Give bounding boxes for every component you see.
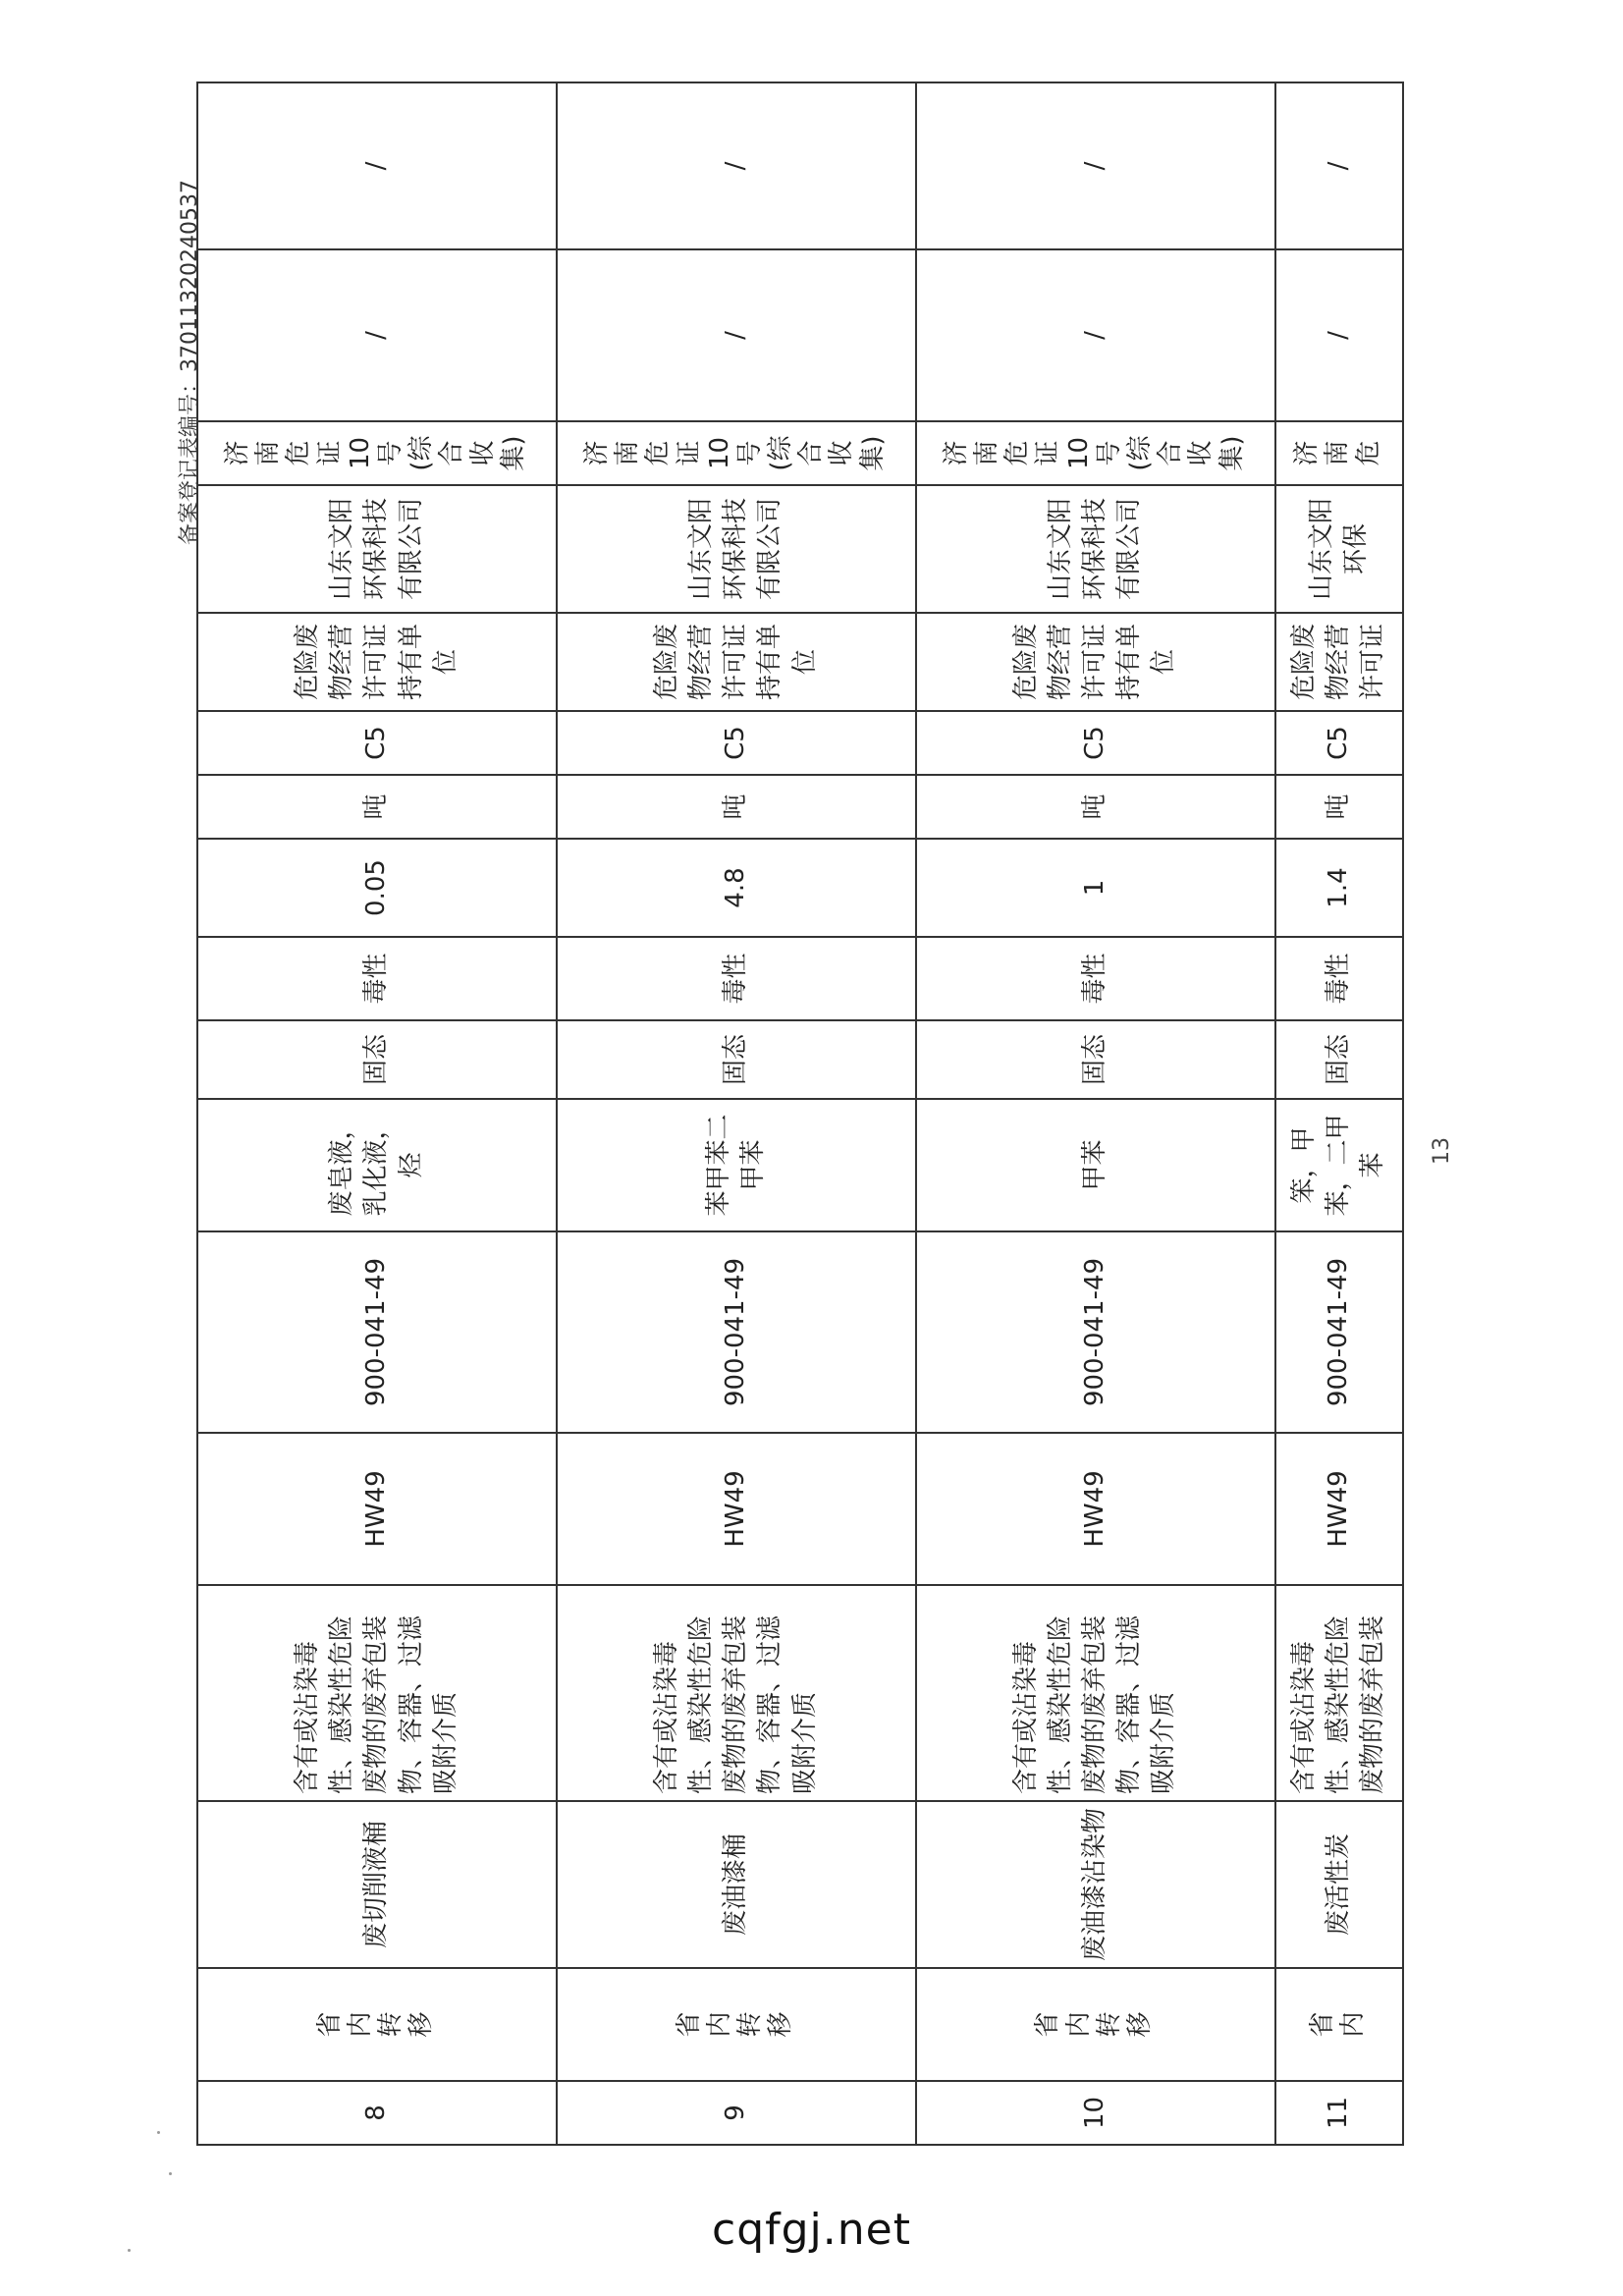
cell-hazard: 毒性 [916,937,1275,1020]
cell-license-char: 南 [613,440,643,466]
site-watermark: cqfgj.net [712,2205,911,2255]
cell-transfer-type-char: 移 [1125,2011,1155,2038]
cell-license-char: 证 [1033,440,1063,466]
cell-hazard: 毒性 [1275,937,1403,1020]
cell-transfer-type-char: 省 [1307,2011,1337,2038]
cell-col14: / [1275,249,1403,421]
cell-license-char: (综 [406,435,437,471]
cell-receiver: 山东文阳环保科技有限公司 [197,485,557,613]
cell-transfer-type [197,1968,557,2081]
cell-license [557,421,916,485]
table-row [916,82,1275,2145]
cell-license-char: 号 [376,440,406,466]
cell-license-char: 收 [1186,440,1217,466]
cell-license-char: 南 [1323,440,1353,466]
cell-transfer-type-char: 内 [1063,2011,1094,2038]
cell-license [1275,421,1403,485]
cell-receiver-type: 危险废物经营许可证持有单位 [557,613,916,711]
cell-grade: C5 [1275,711,1403,775]
filing-number: 37011320240537 [178,180,202,372]
table-row [557,82,916,2145]
cell-waste-name: 废活性炭 [1275,1801,1403,1968]
scan-speck [169,2172,172,2175]
cell-waste-code: 900-041-49 [916,1231,1275,1433]
cell-license-char: 济 [1292,440,1323,466]
cell-receiver: 山东文阳环保 [1275,485,1403,613]
cell-description: 含有或沾染毒性、感染性危险废物的废弃包装物、容器、过滤吸附介质 [916,1585,1275,1801]
cell-unit: 吨 [1275,775,1403,839]
cell-license-char: (综 [766,435,796,471]
cell-transfer-type-char: 转 [376,2011,406,2038]
cell-license-char: 济 [581,440,612,466]
cell-license [916,421,1275,485]
cell-waste-code: 900-041-49 [1275,1231,1403,1433]
cell-col14: / [197,249,557,421]
cell-row-number: 9 [557,2081,916,2145]
cell-transfer-type-char: 内 [704,2011,734,2038]
cell-transfer-type-char: 省 [314,2011,345,2038]
cell-license-char: 南 [253,440,284,466]
cell-col15: / [557,82,916,249]
cell-row-number: 8 [197,2081,557,2145]
cell-waste-category: HW49 [557,1433,916,1585]
cell-waste-code: 900-041-49 [557,1231,916,1433]
cell-row-number: 10 [916,2081,1275,2145]
cell-license-char: (综 [1125,435,1155,471]
cell-license-char: 危 [643,440,674,466]
cell-unit: 吨 [197,775,557,839]
cell-transfer-type-char: 内 [1337,2011,1368,2038]
cell-form: 固态 [197,1020,557,1099]
cell-form: 固态 [557,1020,916,1099]
cell-form: 固态 [1275,1020,1403,1099]
cell-form: 固态 [916,1020,1275,1099]
cell-transfer-type-char: 转 [1094,2011,1124,2038]
cell-license [197,421,557,485]
cell-waste-category: HW49 [197,1433,557,1585]
cell-license-char: 危 [1002,440,1033,466]
cell-col14: / [916,249,1275,421]
cell-waste-code: 900-041-49 [197,1231,557,1433]
cell-transfer-type-char: 内 [345,2011,375,2038]
cell-col15: / [1275,82,1403,249]
cell-license-char: 合 [1156,440,1186,466]
cell-license-char: 号 [734,440,765,466]
cell-license-char: 收 [827,440,857,466]
cell-amount: 1.4 [1275,839,1403,937]
table-row [197,82,557,2145]
cell-row-number: 11 [1275,2081,1403,2145]
cell-hazardous-component: 笨，甲苯，二甲苯 [1275,1099,1403,1231]
cell-receiver: 山东文阳环保科技有限公司 [557,485,916,613]
cell-waste-category: HW49 [916,1433,1275,1585]
cell-license-char: 合 [437,440,467,466]
hazardous-waste-table [196,82,1404,2146]
cell-transfer-type-char: 转 [734,2011,765,2038]
cell-license-char: 10 [345,436,375,470]
cell-hazardous-component: 甲苯 [916,1099,1275,1231]
cell-license-char: 10 [1063,436,1094,470]
cell-unit: 吨 [916,775,1275,839]
cell-waste-name: 废切削液桶 [197,1801,557,1968]
table-row [1275,82,1403,2145]
cell-description: 含有或沾染毒性、感染性危险废物的废弃包装物、容器、过滤吸附介质 [557,1585,916,1801]
cell-license-char: 危 [1353,440,1383,466]
cell-license-char: 收 [467,440,498,466]
cell-transfer-type-char: 移 [406,2011,437,2038]
cell-transfer-type [557,1968,916,2081]
cell-license-char: 10 [704,436,734,470]
cell-transfer-type [1275,1968,1403,2081]
cell-receiver-type: 危险废物经营许可证持有单位 [197,613,557,711]
page-number: 13 [1430,1137,1454,1165]
cell-license-char: 号 [1094,440,1124,466]
cell-license-char: 济 [223,440,253,466]
cell-license-char: 南 [972,440,1002,466]
cell-waste-category: HW49 [1275,1433,1403,1585]
cell-receiver-type: 危险废物经营许可证持有单位 [916,613,1275,711]
cell-grade: C5 [557,711,916,775]
cell-license-char: 证 [314,440,345,466]
cell-license-char: 集) [857,435,888,471]
cell-col15: / [197,82,557,249]
cell-transfer-type [916,1968,1275,2081]
cell-license-char: 证 [674,440,704,466]
cell-unit: 吨 [557,775,916,839]
cell-license-char: 济 [941,440,971,466]
filing-number-label: 备案登记表编号： [178,371,202,545]
cell-license-char: 集) [498,435,528,471]
cell-license-char: 危 [284,440,314,466]
cell-amount: 0.05 [197,839,557,937]
cell-waste-name: 废油漆沾染物 [916,1801,1275,1968]
cell-waste-name: 废油漆桶 [557,1801,916,1968]
cell-description: 含有或沾染毒性、感染性危险废物的废弃包装物、容器、过滤吸附介质 [197,1585,557,1801]
cell-col14: / [557,249,916,421]
cell-col15: / [916,82,1275,249]
cell-description: 含有或沾染毒性、感染性危险废物的废弃包装 [1275,1585,1403,1801]
cell-grade: C5 [916,711,1275,775]
cell-receiver: 山东文阳环保科技有限公司 [916,485,1275,613]
cell-transfer-type-char: 移 [766,2011,796,2038]
cell-grade: C5 [197,711,557,775]
scan-speck [157,2131,160,2134]
cell-license-char: 合 [796,440,827,466]
rotated-table-wrapper [196,161,1404,2146]
cell-transfer-type-char: 省 [674,2011,704,2038]
cell-hazardous-component: 废皂液，乳化液，烃 [197,1099,557,1231]
cell-hazardous-component: 苯甲苯二甲苯 [557,1099,916,1231]
cell-hazard: 毒性 [557,937,916,1020]
cell-hazard: 毒性 [197,937,557,1020]
cell-transfer-type-char: 省 [1033,2011,1063,2038]
cell-license-char: 集) [1217,435,1247,471]
cell-amount: 1 [916,839,1275,937]
cell-receiver-type: 危险废物经营许可证 [1275,613,1403,711]
cell-amount: 4.8 [557,839,916,937]
